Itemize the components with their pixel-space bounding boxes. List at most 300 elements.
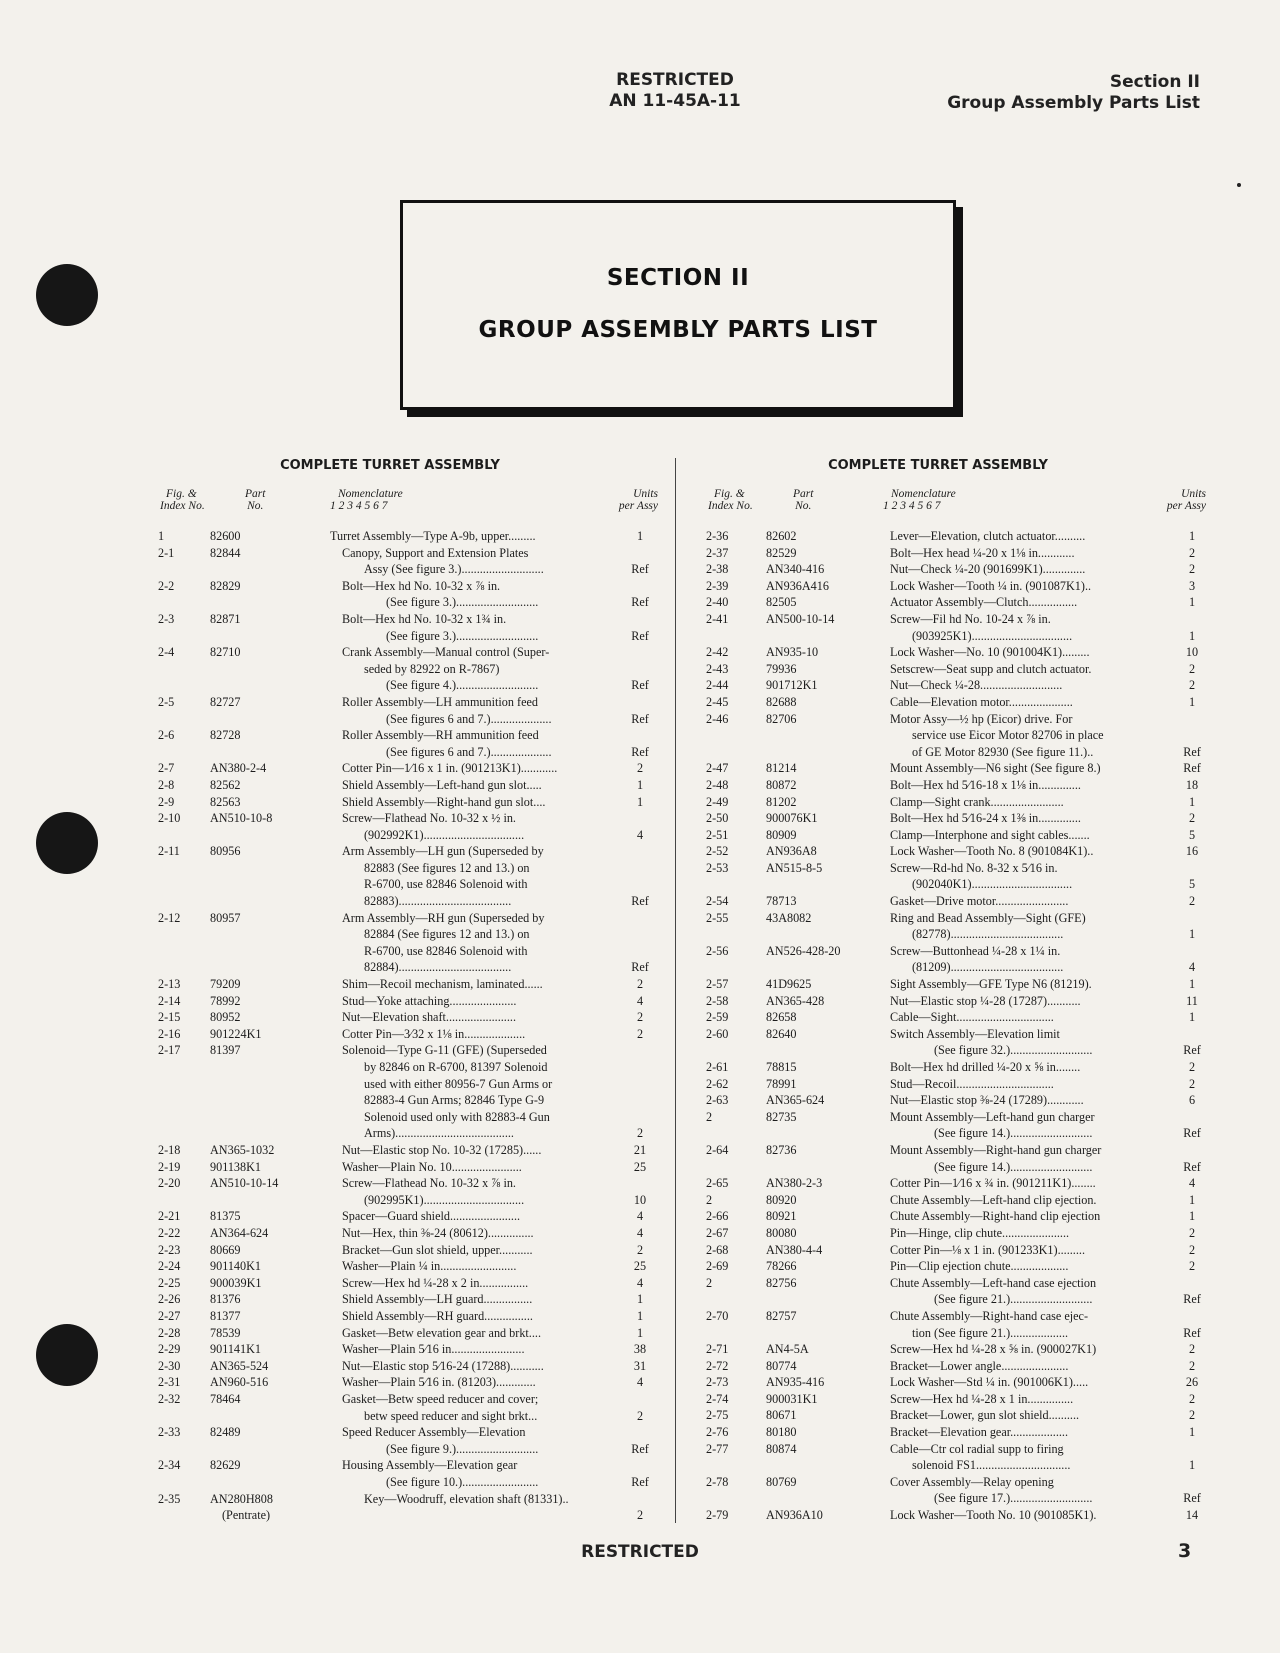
fig-index: 2-62 — [706, 1076, 729, 1091]
units-per-assy — [620, 1258, 660, 1275]
nomenclature-line: Solenoid—Type G-11 (GFE) (Superseded — [342, 1043, 547, 1058]
table-row — [698, 1441, 1208, 1474]
part-number-text: 78992 — [210, 993, 241, 1008]
part-number-text: 78266 — [766, 1259, 797, 1274]
fig-index: 2-40 — [706, 595, 729, 610]
units-value: 1 — [1188, 1458, 1196, 1473]
fig-index: 2-49 — [706, 794, 729, 809]
nomenclature-line: Cotter Pin—⅛ x 1 in. (901233K1)......... — [890, 1242, 1085, 1257]
part-number-text: AN365-524 — [210, 1358, 269, 1373]
part-number-text: 900031K1 — [766, 1391, 818, 1406]
fig-index: 2-69 — [706, 1259, 729, 1274]
nomenclature — [890, 1391, 1170, 1408]
fig-index: 2-48 — [706, 777, 729, 792]
part-number — [766, 893, 866, 910]
table-row — [150, 910, 660, 976]
nomenclature — [890, 578, 1170, 595]
nomenclature — [330, 1208, 616, 1225]
fig-index: 2-34 — [158, 1458, 181, 1473]
fig-index: 2-30 — [158, 1358, 181, 1373]
table-row — [698, 1026, 1208, 1059]
part-number — [766, 1358, 866, 1375]
header-units: Units per Assy — [618, 488, 658, 512]
part-number-text: 81202 — [766, 794, 797, 809]
part-number — [210, 1042, 310, 1059]
part-number-text: 82489 — [210, 1425, 241, 1440]
table-row — [150, 1341, 660, 1358]
part-number-text: AN960-516 — [210, 1375, 269, 1390]
units-per-assy — [1172, 561, 1212, 578]
nomenclature-line: Bolt—Hex hd 5⁄16-24 x 1⅜ in.............. — [890, 811, 1081, 826]
part-number — [210, 694, 310, 711]
part-number-text: 80921 — [766, 1209, 797, 1224]
part-number-text: 82706 — [766, 711, 797, 726]
part-number — [766, 1208, 866, 1225]
table-row — [150, 694, 660, 727]
fig-index: 2-2 — [158, 578, 175, 593]
fig-index: 2-11 — [158, 844, 180, 859]
nomenclature-line: Nut—Check ¼-20 (901699K1).............. — [890, 562, 1086, 577]
nomenclature — [330, 644, 616, 694]
fig-index: 2-73 — [706, 1375, 729, 1390]
fig-index: 2-79 — [706, 1508, 729, 1523]
part-number — [766, 1225, 866, 1242]
part-number-text: 80671 — [766, 1408, 797, 1423]
units-value: 1 — [1188, 1209, 1196, 1224]
fig-index: 2-66 — [706, 1209, 729, 1224]
fig-index: 2-41 — [706, 611, 729, 626]
fig-index: 2-42 — [706, 645, 729, 660]
nomenclature — [890, 893, 1170, 910]
part-number-text: 79209 — [210, 977, 241, 992]
table-row — [698, 661, 1208, 678]
nomenclature-line: Stud—Recoil................................ — [890, 1076, 1054, 1091]
units-per-assy — [1172, 1341, 1212, 1358]
units-value: 2 — [1188, 1225, 1196, 1240]
part-number — [210, 976, 310, 993]
table-row — [698, 1374, 1208, 1391]
nomenclature-line: service use Eicor Motor 82706 in place — [912, 728, 1104, 743]
table-row — [150, 1258, 660, 1275]
units-value: 1 — [1188, 1425, 1196, 1440]
nomenclature — [330, 1175, 616, 1208]
nomenclature-line: (See figure 10.)......................... — [386, 1474, 539, 1489]
nomenclature-line: Switch Assembly—Elevation limit — [890, 1026, 1060, 1041]
table-row — [698, 794, 1208, 811]
nomenclature-line: Mount Assembly—Left-hand gun charger — [890, 1109, 1095, 1124]
nomenclature-line: (See figure 21.)........................... — [934, 1292, 1093, 1307]
units-per-assy — [1172, 1208, 1212, 1225]
nomenclature-line: used with either 80956-7 Gun Arms or — [364, 1076, 553, 1091]
part-number-text: 78464 — [210, 1391, 241, 1406]
nomenclature-line: (See figure 4.)........................... — [386, 678, 539, 693]
units-per-assy — [1172, 1358, 1212, 1375]
fig-index: 2-68 — [706, 1242, 729, 1257]
units-value: 1 — [1188, 595, 1196, 610]
units-value: Ref — [1183, 1043, 1201, 1058]
fig-index: 2-72 — [706, 1358, 729, 1373]
fig-index: 2-21 — [158, 1209, 181, 1224]
part-number-text: 900076K1 — [766, 811, 818, 826]
part-number — [766, 1175, 866, 1192]
units-value: 1 — [1188, 794, 1196, 809]
units-per-assy — [1172, 860, 1212, 893]
table-row — [698, 528, 1208, 545]
nomenclature-line: 82883-4 Gun Arms; 82846 Type G-9 — [364, 1093, 545, 1108]
table-row — [698, 1059, 1208, 1076]
column-title-right: COMPLETE TURRET ASSEMBLY — [828, 458, 1048, 473]
part-number-text: 78713 — [766, 894, 797, 909]
part-number — [766, 1474, 866, 1491]
part-number — [766, 1391, 866, 1408]
nomenclature-line: Screw—Buttonhead ¼-28 x 1¼ in. — [890, 943, 1061, 958]
nomenclature-line: Solenoid used only with 82883-4 Gun — [364, 1109, 550, 1124]
nomenclature-line: Cotter Pin—3⁄32 x 1⅛ in.................... — [342, 1026, 526, 1041]
fig-index: 2-65 — [706, 1176, 729, 1191]
fig-index: 2-57 — [706, 977, 729, 992]
units-value: 2 — [1188, 1358, 1196, 1373]
units-per-assy — [1172, 1424, 1212, 1441]
nomenclature — [330, 1142, 616, 1159]
units-per-assy — [1172, 1225, 1212, 1242]
units-value: 16 — [1185, 844, 1199, 859]
table-row — [698, 1308, 1208, 1341]
header-doc-number: AN 11-45A-11 — [609, 91, 741, 111]
table-row — [150, 1275, 660, 1292]
nomenclature-line: (See figure 32.)........................... — [934, 1043, 1093, 1058]
table-row — [698, 1109, 1208, 1142]
table-row — [150, 1225, 660, 1242]
nomenclature — [890, 644, 1170, 661]
nomenclature — [330, 1308, 616, 1325]
nomenclature-line: Mount Assembly—Right-hand gun charger — [890, 1142, 1102, 1157]
table-row — [698, 777, 1208, 794]
units-value: 2 — [636, 1408, 644, 1423]
table-row — [698, 1242, 1208, 1259]
part-number — [766, 1308, 866, 1325]
table-row — [150, 843, 660, 909]
units-value: 2 — [636, 1026, 644, 1041]
fig-index: 2-24 — [158, 1259, 181, 1274]
part-number-text: AN510-10-8 — [210, 811, 273, 826]
units-value: Ref — [631, 711, 649, 726]
part-number — [210, 1374, 310, 1391]
nomenclature-line: Shield Assembly—Left-hand gun slot..... — [342, 777, 542, 792]
units-value: 2 — [1188, 1342, 1196, 1357]
nomenclature-line: (See figures 6 and 7.).................... — [386, 744, 552, 759]
part-number — [766, 1258, 866, 1275]
units-value: Ref — [631, 562, 649, 577]
nomenclature — [890, 1474, 1170, 1507]
table-row — [698, 1507, 1208, 1524]
table-row — [150, 1457, 660, 1490]
units-per-assy — [620, 1374, 660, 1391]
part-number — [210, 760, 310, 777]
nomenclature — [890, 1208, 1170, 1225]
units-value — [620, 1391, 660, 1408]
nomenclature-line: tion (See figure 21.)................... — [912, 1325, 1069, 1340]
units-value — [1172, 1441, 1212, 1458]
nomenclature-line: Nut—Elastic stop No. 10-32 (17285)...... — [342, 1143, 542, 1158]
header-section: Section II — [1109, 72, 1200, 92]
part-number-text: 43A8082 — [766, 910, 812, 925]
nomenclature-line: Chute Assembly—Left-hand case ejection — [890, 1275, 1097, 1290]
page-number: 3 — [1178, 1540, 1192, 1562]
part-number — [766, 677, 866, 694]
units-per-assy — [1172, 1407, 1212, 1424]
part-number-text: AN526-428-20 — [766, 943, 841, 958]
units-per-assy — [620, 611, 660, 644]
nomenclature-line: R-6700, use 82846 Solenoid with — [364, 877, 528, 892]
nomenclature-line: Motor Assy—½ hp (Eicor) drive. For — [890, 711, 1073, 726]
units-per-assy — [1172, 1474, 1212, 1507]
units-value: 2 — [1188, 894, 1196, 909]
fig-index: 2 — [706, 1275, 713, 1290]
nomenclature-line: Nut—Elastic stop 5⁄16-24 (17288)........... — [342, 1358, 544, 1373]
table-row — [698, 1208, 1208, 1225]
column-divider — [675, 458, 676, 1523]
units-per-assy — [1172, 993, 1212, 1010]
units-value: 1 — [636, 794, 644, 809]
units-value: Ref — [1183, 1159, 1201, 1174]
nomenclature — [890, 827, 1170, 844]
units-value: 5 — [1188, 827, 1196, 842]
nomenclature-line: Bolt—Hex hd 5⁄16-18 x 1⅛ in.............. — [890, 777, 1081, 792]
nomenclature-line: Bracket—Elevation gear................... — [890, 1425, 1069, 1440]
part-number-text: 80669 — [210, 1242, 241, 1257]
table-row — [698, 1092, 1208, 1109]
units-value — [1172, 1109, 1212, 1126]
table-row — [150, 1159, 660, 1176]
nomenclature — [890, 711, 1170, 761]
units-value: 1 — [1188, 1010, 1196, 1025]
part-number-text: 82736 — [766, 1142, 797, 1157]
table-row — [698, 993, 1208, 1010]
part-number-text: 81397 — [210, 1043, 241, 1058]
fig-index: 2-18 — [158, 1143, 181, 1158]
units-value — [620, 727, 660, 744]
nomenclature — [330, 777, 616, 794]
fig-index: 2 — [706, 1109, 713, 1124]
table-row — [150, 1208, 660, 1225]
units-value: Ref — [1183, 744, 1201, 759]
table-row — [698, 1424, 1208, 1441]
units-per-assy — [620, 1225, 660, 1242]
units-value: 2 — [1188, 1060, 1196, 1075]
nomenclature-line: Arm Assembly—LH gun (Superseded by — [342, 844, 544, 859]
units-per-assy — [1172, 1009, 1212, 1026]
nomenclature-line: seded by 82922 on R-7867) — [364, 661, 500, 676]
part-number — [210, 1308, 310, 1325]
nomenclature-line: (See figure 14.)........................... — [934, 1126, 1093, 1141]
nomenclature-line: Cotter Pin—1⁄16 x ¾ in. (901211K1)........ — [890, 1176, 1096, 1191]
fig-index: 2-58 — [706, 993, 729, 1008]
nomenclature-line: Washer—Plain 5⁄16 in........................ — [342, 1342, 525, 1357]
nomenclature-line: 82883 (See figures 12 and 13.) on — [364, 860, 530, 875]
part-number — [210, 1424, 310, 1441]
nomenclature — [330, 1275, 616, 1292]
part-number — [210, 644, 310, 661]
units-value: 4 — [636, 827, 644, 842]
part-number — [766, 810, 866, 827]
units-value: 10 — [633, 1192, 647, 1207]
nomenclature-line: (902992K1)................................. — [364, 827, 525, 842]
units-value — [1172, 1142, 1212, 1159]
units-per-assy — [620, 1341, 660, 1358]
nomenclature-line: Nut—Elevation shaft....................... — [342, 1010, 516, 1025]
nomenclature — [890, 1142, 1170, 1175]
units-value: 31 — [633, 1358, 647, 1373]
units-value — [620, 876, 660, 893]
nomenclature-line: Pin—Hinge, clip chute...................... — [890, 1225, 1070, 1240]
units-per-assy — [1172, 827, 1212, 844]
table-row — [698, 578, 1208, 595]
part-number — [766, 1009, 866, 1026]
nomenclature — [330, 1159, 616, 1176]
nomenclature-line: Sight Assembly—GFE Type N6 (81219). — [890, 977, 1092, 992]
part-number — [210, 1009, 310, 1026]
fig-index: 2 — [706, 1192, 713, 1207]
part-number-text: AN500-10-14 — [766, 611, 835, 626]
units-value — [1172, 860, 1212, 877]
part-number — [766, 611, 866, 628]
table-row — [698, 594, 1208, 611]
fig-index: 2-33 — [158, 1425, 181, 1440]
part-number-text: AN380-4-4 — [766, 1242, 823, 1257]
part-number — [766, 1192, 866, 1209]
part-number — [766, 760, 866, 777]
part-number-text: AN340-416 — [766, 562, 825, 577]
units-value: Ref — [1183, 1292, 1201, 1307]
section-title-line2: GROUP ASSEMBLY PARTS LIST — [478, 317, 878, 343]
units-value — [620, 860, 660, 877]
table-row — [698, 611, 1208, 644]
units-value — [620, 661, 660, 678]
nomenclature-line: Clamp—Sight crank........................ — [890, 794, 1064, 809]
nomenclature-line: (See figure 3.)........................... — [386, 595, 539, 610]
fig-index: 2-15 — [158, 1010, 181, 1025]
table-row — [698, 1225, 1208, 1242]
table-row — [150, 644, 660, 694]
nomenclature — [890, 1225, 1170, 1242]
fig-index: 2-74 — [706, 1391, 729, 1406]
nomenclature-line: Cotter Pin—1⁄16 x 1 in. (901213K1)............ — [342, 761, 558, 776]
part-number — [766, 794, 866, 811]
nomenclature-line: Lock Washer—Tooth ¼ in. (901087K1).. — [890, 578, 1092, 593]
fig-index: 2-10 — [158, 811, 181, 826]
part-number — [766, 993, 866, 1010]
nomenclature-line: Gasket—Betw elevation gear and brkt.... — [342, 1325, 541, 1340]
part-number — [766, 578, 866, 595]
part-number — [210, 1258, 310, 1275]
nomenclature — [890, 1441, 1170, 1474]
fig-index: 2-3 — [158, 611, 175, 626]
table-row — [150, 810, 660, 843]
nomenclature-line: Cable—Ctr col radial supp to firing — [890, 1441, 1064, 1456]
fig-index: 2-75 — [706, 1408, 729, 1423]
part-number — [766, 1374, 866, 1391]
units-value — [620, 1076, 660, 1093]
nomenclature-line: of GE Motor 82930 (See figure 11.).. — [912, 744, 1094, 759]
nomenclature-line: Screw—Flathead No. 10-32 x ⅞ in. — [342, 1176, 516, 1191]
units-value: 2 — [636, 1508, 644, 1523]
units-value: 2 — [636, 1126, 644, 1141]
nomenclature-line: Shield Assembly—Right-hand gun slot.... — [342, 794, 546, 809]
nomenclature — [890, 810, 1170, 827]
parts-rows-right — [698, 528, 1208, 1524]
part-number-text: 82871 — [210, 611, 241, 626]
fig-index: 2-55 — [706, 910, 729, 925]
nomenclature — [330, 1391, 616, 1424]
part-number — [210, 910, 310, 927]
units-per-assy — [620, 1391, 660, 1424]
units-per-assy — [620, 993, 660, 1010]
table-row — [150, 760, 660, 777]
nomenclature-line: Spacer—Guard shield....................... — [342, 1209, 521, 1224]
units-per-assy — [620, 1275, 660, 1292]
part-number-text: 82829 — [210, 578, 241, 593]
table-row — [698, 843, 1208, 860]
table-row — [150, 545, 660, 578]
units-per-assy — [620, 1491, 660, 1524]
part-number-text: 80909 — [766, 827, 797, 842]
nomenclature — [890, 545, 1170, 562]
nomenclature-line: solenoid FS1............................... — [912, 1458, 1071, 1473]
table-row — [150, 1424, 660, 1457]
fig-index: 2-54 — [706, 894, 729, 909]
fig-index: 2-45 — [706, 694, 729, 709]
fig-index: 2-20 — [158, 1176, 181, 1191]
nomenclature-line: Stud—Yoke attaching...................... — [342, 993, 517, 1008]
units-value: 4 — [636, 1226, 644, 1241]
fig-index: 2-26 — [158, 1292, 181, 1307]
nomenclature-line: Lock Washer—Std ¼ in. (901006K1)..... — [890, 1375, 1089, 1390]
fig-index: 2-64 — [706, 1142, 729, 1157]
table-row — [698, 644, 1208, 661]
part-number — [766, 1059, 866, 1076]
units-value — [620, 1092, 660, 1109]
nomenclature-line: Roller Assembly—LH ammunition feed — [342, 694, 538, 709]
units-value: 3 — [1188, 578, 1196, 593]
fig-index: 2-53 — [706, 860, 729, 875]
nomenclature-line: by 82846 on R-6700, 81397 Solenoid — [364, 1060, 548, 1075]
units-value — [620, 1059, 660, 1076]
units-per-assy — [1172, 1391, 1212, 1408]
nomenclature-line: Nut—Elastic stop ¼-28 (17287)........... — [890, 993, 1081, 1008]
table-row — [698, 1258, 1208, 1275]
nomenclature-line: Housing Assembly—Elevation gear — [342, 1458, 518, 1473]
part-number — [766, 528, 866, 545]
part-number-text: 901141K1 — [210, 1342, 262, 1357]
units-per-assy — [1172, 1441, 1212, 1474]
column-headers-right — [698, 488, 1208, 528]
fig-index: 2-29 — [158, 1342, 181, 1357]
header-nomenclature: Nomenclature 1 2 3 4 5 6 7 — [330, 488, 403, 512]
part-number — [766, 1275, 866, 1292]
nomenclature — [890, 860, 1170, 893]
units-per-assy — [620, 545, 660, 578]
nomenclature-line: Bracket—Lower angle...................... — [890, 1358, 1069, 1373]
units-value: 11 — [1186, 993, 1198, 1008]
part-number-text: 82562 — [210, 777, 241, 792]
nomenclature — [330, 727, 616, 760]
fig-index: 2-17 — [158, 1043, 181, 1058]
units-value: 2 — [1188, 1242, 1196, 1257]
fig-index: 2-25 — [158, 1275, 181, 1290]
nomenclature-line: Crank Assembly—Manual control (Super- — [342, 645, 550, 660]
table-row — [150, 1325, 660, 1342]
nomenclature-line: Lever—Elevation, clutch actuator.......... — [890, 529, 1086, 543]
